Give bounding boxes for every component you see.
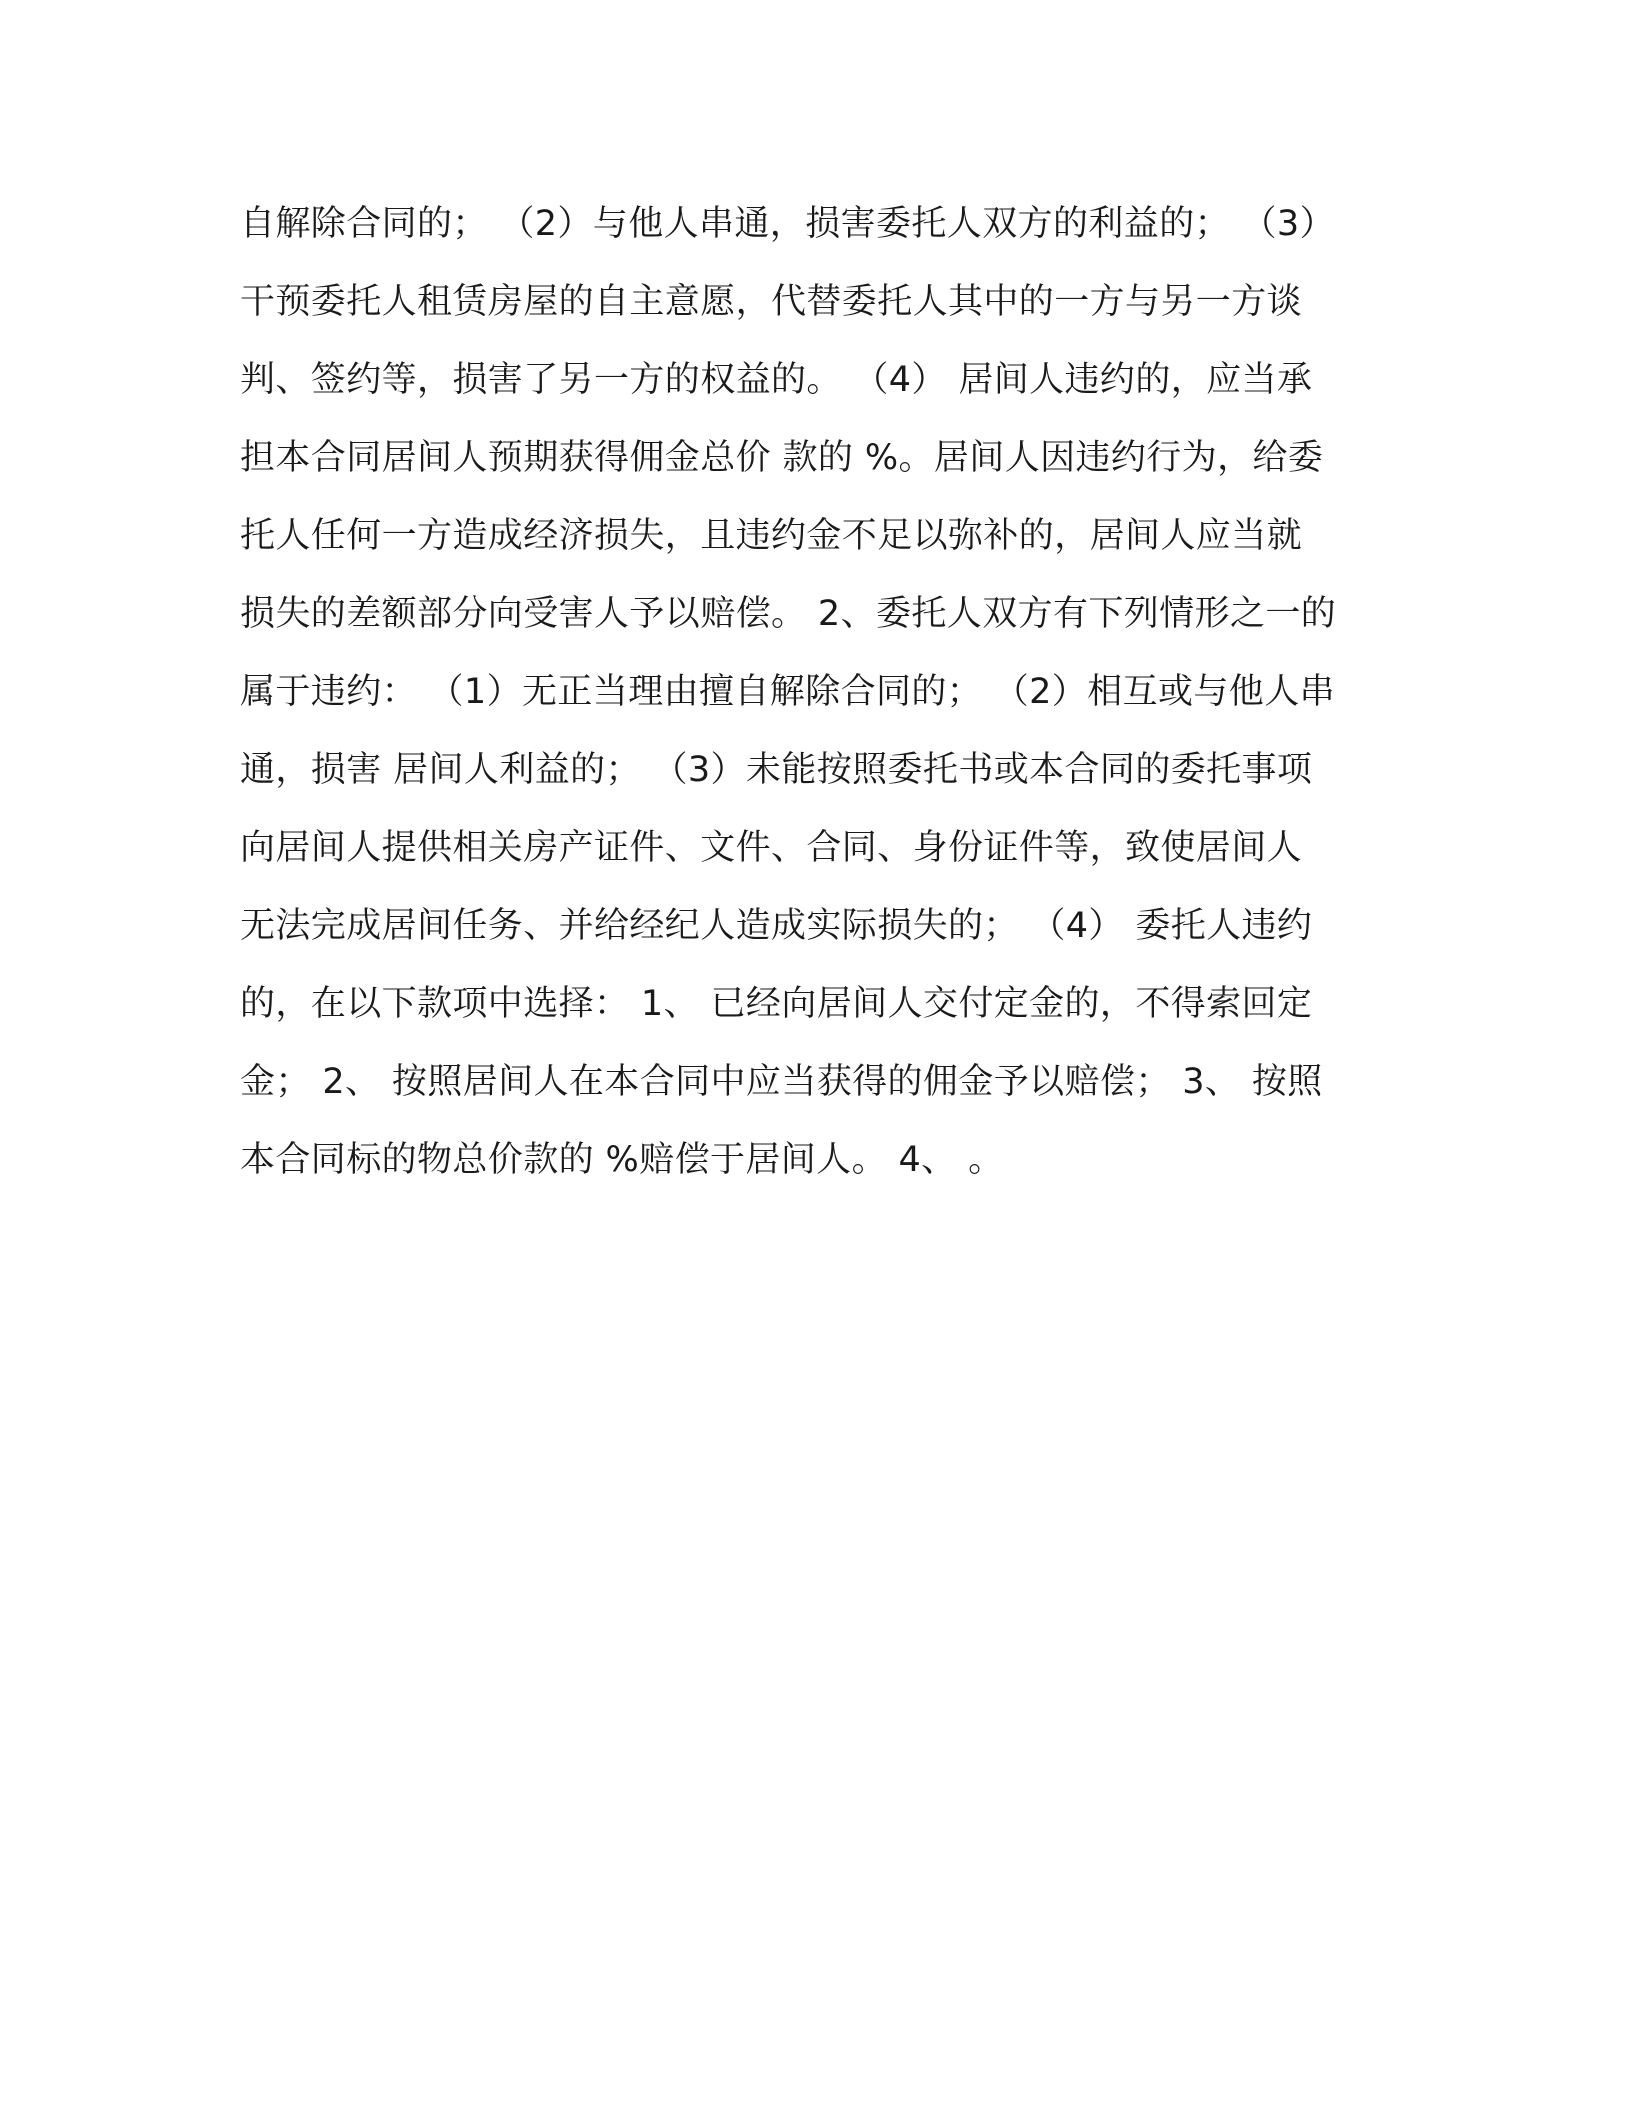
text-line: 的，在以下款项中选择： 1、 已经向居间人交付定金的，不得索回定 <box>240 984 1313 1024</box>
text-line: 托人任何一方造成经济损失，且违约金不足以弥补的，居间人应当就 <box>240 516 1303 556</box>
text-line: 自解除合同的； （2）与他人串通，损害委托人双方的利益的； （3） <box>240 204 1335 244</box>
text-line: 向居间人提供相关房产证件、文件、合同、身份证件等，致使居间人 <box>240 828 1303 868</box>
text-line: 无法完成居间任务、并给经纪人造成实际损失的； （4） 委托人违约 <box>240 906 1313 946</box>
text-line: 损失的差额部分向受害人予以赔偿。 2、委托人双方有下列情形之一的 <box>240 594 1337 634</box>
text-line: 属于违约： （1）无正当理由擅自解除合同的； （2）相互或与他人串 <box>240 672 1335 712</box>
text-line: 判、签约等，损害了另一方的权益的。 （4） 居间人违约的，应当承 <box>240 360 1313 400</box>
text-line: 金； 2、 按照居间人在本合同中应当获得的佣金予以赔偿； 3、 按照 <box>240 1062 1323 1102</box>
contract-body-text <box>240 185 1400 1199</box>
text-line: 本合同标的物总价款的 %赔偿于居间人。 4、 。 <box>240 1140 1004 1180</box>
text-line: 干预委托人租赁房屋的自主意愿，代替委托人其中的一方与另一方谈 <box>240 282 1303 322</box>
text-line: 通，损害 居间人利益的； （3）未能按照委托书或本合同的委托事项 <box>240 750 1313 790</box>
text-line: 担本合同居间人预期获得佣金总价 款的 %。居间人因违约行为，给委 <box>240 438 1324 478</box>
